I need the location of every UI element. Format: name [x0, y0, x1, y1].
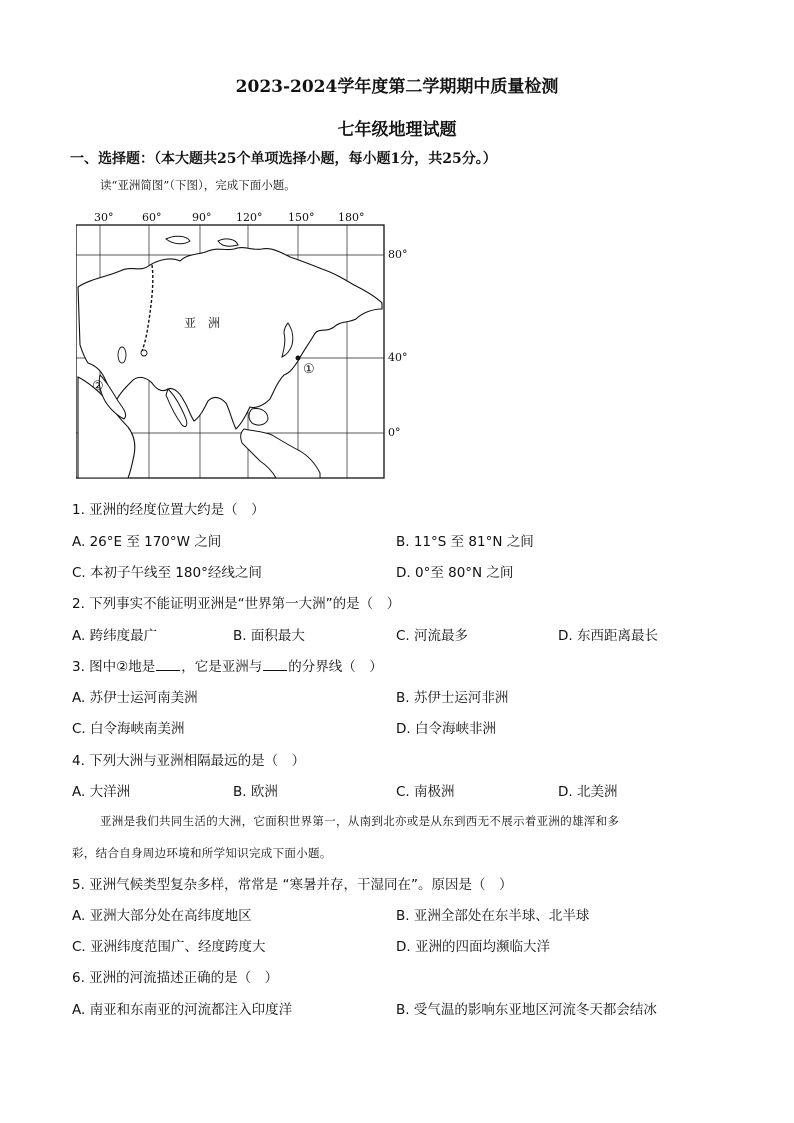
q6-option-b: B. 受气温的影响东亚地区河流冬天都会结冰 — [396, 1002, 657, 1018]
q2-option-d: D. 东西距离最长 — [558, 628, 658, 644]
q1-option-c: C. 本初子午线至 180°经线之间 — [72, 565, 262, 581]
asia-map — [76, 205, 416, 485]
map-lon-label-30: 30° — [94, 211, 114, 224]
q4-option-d: D. 北美洲 — [558, 784, 618, 800]
marker-1-label: ① — [303, 362, 315, 377]
q1-option-b: B. 11°S 至 81°N 之间 — [396, 534, 534, 550]
question-1: 1. 亚洲的经度位置大约是（ ） — [72, 502, 265, 518]
q3-stem-part3: 的分界线（ ） — [288, 659, 383, 675]
question-2: 2. 下列事实不能证明亚洲是“世界第一大洲”的是（ ） — [72, 596, 401, 612]
map-lon-label-150: 150° — [288, 211, 315, 224]
q4-option-a: A. 大洋洲 — [72, 784, 131, 800]
q3-option-a: A. 苏伊士运河南美洲 — [72, 690, 198, 706]
question-3 — [72, 655, 383, 675]
question-4: 4. 下列大洲与亚洲相隔最远的是（ ） — [72, 753, 306, 769]
map-lat-label-80: 80° — [388, 248, 408, 261]
q3-blank-1 — [156, 658, 180, 671]
q4-option-b: B. 欧洲 — [233, 784, 278, 800]
q4-option-c: C. 南极洲 — [396, 784, 455, 800]
map-lat-label-40: 40° — [388, 351, 408, 364]
q3-stem-part1: 3. 图中②地是 — [72, 659, 156, 675]
q5-option-d: D. 亚洲的四面均濒临大洋 — [396, 939, 550, 955]
question-5: 5. 亚洲气候类型复杂多样，常常是 “寒暑并存，干湿同在”。原因是（ ） — [72, 877, 513, 893]
q5-option-a: A. 亚洲大部分处在高纬度地区 — [72, 908, 252, 924]
section-heading: 一、选择题：（本大题共25个单项选择小题，每小题1分，共25分。） — [70, 151, 497, 167]
section-intro: 读“亚洲简图”（下图），完成下面小题。 — [100, 178, 296, 192]
q2-option-c: C. 河流最多 — [396, 628, 469, 644]
q1-option-a: A. 26°E 至 170°W 之间 — [72, 534, 222, 550]
map-lon-label-180: 180° — [338, 211, 365, 224]
q3-option-d: D. 白令海峡非洲 — [396, 721, 496, 737]
passage-line-1: 亚洲是我们共同生活的大洲，它面积世界第一，从南到北亦或是从东到西无不展示着亚洲的雄浑和多 — [100, 814, 620, 828]
q3-option-c: C. 白令海峡南美洲 — [72, 721, 185, 737]
q5-option-b: B. 亚洲全部处在东半球、北半球 — [396, 908, 590, 924]
map-lon-label-90: 90° — [192, 211, 212, 224]
question-6: 6. 亚洲的河流描述正确的是（ ） — [72, 970, 279, 986]
q1-option-d: D. 0°至 80°N 之间 — [396, 565, 514, 581]
q2-option-b: B. 面积最大 — [233, 628, 305, 644]
q6-option-a: A. 南亚和东南亚的河流都注入印度洋 — [72, 1002, 293, 1018]
continent-label: 亚 洲 — [184, 316, 221, 330]
q3-stem-part2: ，它是亚洲与 — [181, 659, 263, 675]
q5-option-c: C. 亚洲纬度范围广、经度跨度大 — [72, 939, 266, 955]
q3-blank-2 — [263, 658, 287, 671]
passage-line-2: 彩，结合自身周边环境和所学知识完成下面小题。 — [72, 846, 332, 860]
caspian-sea — [118, 347, 126, 363]
marker-2-label: ② — [92, 379, 104, 394]
q2-option-a: A. 跨纬度最广 — [72, 628, 158, 644]
map-lat-label-0: 0° — [388, 426, 401, 439]
marker-1-dot — [296, 356, 301, 361]
q3-option-b: B. 苏伊士运河非洲 — [396, 690, 509, 706]
map-lon-label-120: 120° — [236, 211, 263, 224]
page-title: 2023-2024学年度第二学期期中质量检测 — [235, 77, 559, 97]
map-lon-label-60: 60° — [142, 211, 162, 224]
page-subtitle: 七年级地理试题 — [337, 120, 457, 140]
